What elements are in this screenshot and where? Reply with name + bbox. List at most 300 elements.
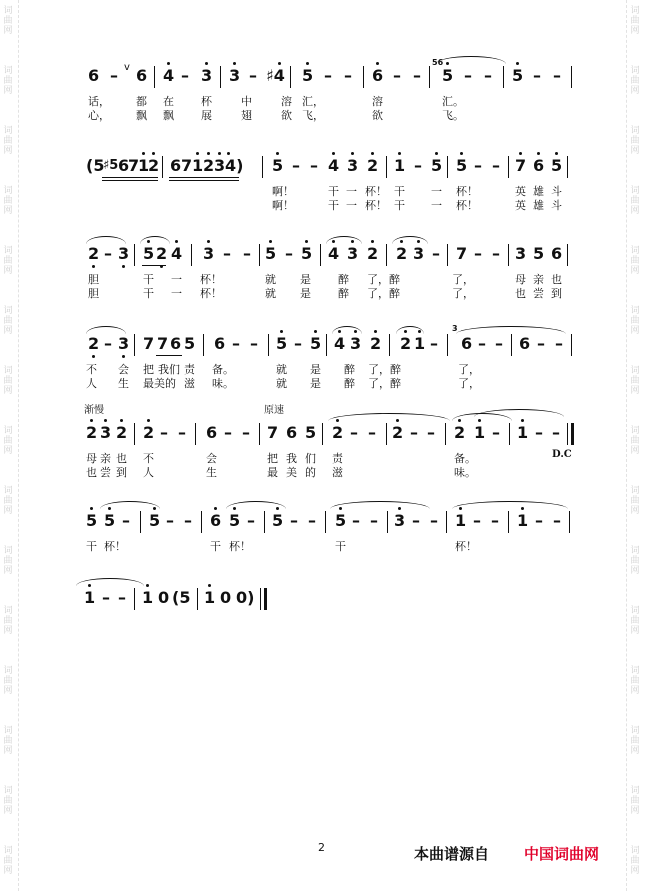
lyric: 飞。 [442,109,464,122]
rest: 0) [236,588,255,607]
dash: – [430,334,438,353]
dash: – [308,511,316,530]
note: 7 [128,156,140,175]
barline [260,588,261,610]
watermark-text: 词 曲 网 [630,726,640,756]
note: 5 [184,334,196,353]
barline [571,334,572,356]
barline [447,244,448,266]
note: 2 [454,425,465,441]
dash: – [393,66,401,85]
lyric: 干 [143,287,154,300]
dash: – [118,588,126,607]
note: 2 [203,158,214,174]
lyric: 了， [452,273,474,286]
lyric: 杯！ [456,199,478,212]
note: 1 [138,158,149,174]
note: 2 [148,158,159,174]
lyric: 雄 [533,199,544,212]
lyric: 滋 [184,377,195,390]
dash: – [104,244,112,263]
watermark-text: 词 曲 网 [3,366,13,396]
watermark-text: 词 曲 网 [3,726,13,756]
note: 1 [414,336,425,352]
note: 3 [515,244,527,263]
lyric: 干 [210,540,221,553]
lyric: 生 [118,377,129,390]
barline [325,511,326,533]
dash: – [427,423,435,442]
dash: – [413,66,421,85]
dash: – [464,66,472,85]
barline [363,66,364,88]
note: ♯5 [103,158,119,173]
lyric: 欲 [281,109,292,122]
barline [195,423,196,445]
lyric: 就 [265,273,276,286]
lyric: 一 [171,273,182,286]
lyric: 人 [86,377,97,390]
right-watermark-strip [629,0,643,891]
lyric: 醉 [344,377,355,390]
lyric: 了， [458,363,480,376]
note: 3 [100,425,111,441]
watermark-text: 词 曲 网 [3,666,13,696]
lyric: 斗 [551,199,562,212]
lyric: 人 [143,466,154,479]
lyric: 就 [276,363,287,376]
barline [567,423,568,445]
dash: – [474,244,482,263]
lyric: 斗 [551,185,562,198]
barline [386,156,387,178]
lyric: 飘 [136,109,147,122]
note: 2 [143,425,154,441]
dash: – [533,66,541,85]
lyric: 会 [206,452,217,465]
rest: 0 [220,588,232,607]
barline [191,244,192,266]
note: 6 [533,158,544,174]
note: 6 [170,156,182,175]
note: 5 [533,244,545,263]
note: 5 [272,158,283,174]
lyric: 责 [184,363,195,376]
underline-beam [169,180,239,181]
dash: – [412,511,420,530]
tie [474,409,564,417]
lyric: 备。 [212,363,234,376]
lyric: 一 [171,287,182,300]
barline [320,244,321,266]
note: (5 [172,588,191,607]
lyric: 杯 [201,95,212,108]
lyric: 就 [265,287,276,300]
dash: – [344,66,352,85]
note: 6 [551,244,563,263]
barline [134,588,135,610]
note: 1 [517,513,528,529]
dash: – [414,156,422,175]
note: 4 [334,336,345,352]
note: 5 [143,246,154,262]
note: 5 [265,246,276,262]
lyric: 雄 [533,185,544,198]
da-capo-marking: D.C [552,449,572,460]
note: 4 [171,246,182,262]
barline [201,511,202,533]
lyric: 醉 [344,363,355,376]
note: 5 [305,423,317,442]
underline-beam [142,265,166,266]
dash: – [178,423,186,442]
watermark-text: 词 曲 网 [3,486,13,516]
barline [203,334,204,356]
note: 7 [181,156,193,175]
barline [386,244,387,266]
barline [508,156,509,178]
lyric: 干 [335,540,346,553]
note: 5 [276,336,287,352]
barline [389,334,390,356]
end-barline [571,423,574,445]
barline [511,334,512,356]
lyric: 醉 [338,273,349,286]
note: 5 [551,158,562,174]
slur [140,236,170,244]
dash: – [242,423,250,442]
left-watermark-strip [2,0,16,891]
note: 4 [328,158,339,174]
note: 6 [170,334,182,353]
tie [76,578,144,586]
lyric: 也 [551,273,562,286]
lyric: 一 [431,185,442,198]
left-margin-line [18,0,19,891]
lyric: 备。 [454,452,476,465]
lyric: 母 [86,452,97,465]
note: 5 [456,158,467,174]
dash: – [223,244,231,263]
watermark-text: 词 曲 网 [3,426,13,456]
lyric: 了，醉 [368,377,401,390]
note: 7 [267,423,279,442]
lyric: 了，醉 [367,273,400,286]
lyric: 一 [346,199,357,212]
lyric: 生 [206,466,217,479]
dash: – [181,66,189,85]
watermark-text: 词 曲 网 [3,66,13,96]
note: 7 [515,158,526,174]
barline [134,423,135,445]
barline [268,334,269,356]
note: 1 [142,590,153,606]
note: 3 [347,158,358,174]
barline [447,156,448,178]
lyric: 胆 [88,273,99,286]
note: 2 [400,336,411,352]
dash: – [553,66,561,85]
lyric: 展 [201,109,212,122]
dash: – [324,66,332,85]
lyric: 杯！ [456,185,478,198]
note: 7 [456,244,468,263]
note: 1 [455,513,466,529]
lyric: 欲 [372,109,383,122]
dash: – [492,244,500,263]
lyric: 醉 [338,287,349,300]
lyric: 母 [515,273,526,286]
watermark-text: 词 曲 网 [3,306,13,336]
lyric: 汇。 [442,95,464,108]
note: 5 [431,158,442,174]
note: 1 [474,425,485,441]
dash: – [310,156,318,175]
dash: – [184,511,192,530]
lyric: 汇， [302,95,324,108]
barline [508,244,509,266]
barline [387,511,388,533]
barline [264,511,265,533]
dash: – [160,423,168,442]
note: 5 [301,246,312,262]
tempo-marking: 原速 [264,405,284,416]
lyric: 尝 [533,287,544,300]
lyric: 杯！ [200,273,222,286]
source-prefix: 本曲谱源自 [414,845,490,863]
lyric: 味。 [212,377,234,390]
dash: – [432,244,440,263]
lyric: 也 [515,287,526,300]
slur [392,236,428,244]
note: 2 [156,246,167,262]
note: 3 [229,68,240,84]
dash: – [292,156,300,175]
lyric: 都 [136,95,147,108]
dash: – [553,511,561,530]
barline [326,334,327,356]
note: 5 [442,68,453,84]
note: 7 [157,334,169,353]
lyric: 亲 [100,452,111,465]
note: 6 [210,513,221,529]
dash: – [555,334,563,353]
dash: – [370,511,378,530]
lyric: 到 [551,287,562,300]
lyric: 也 [86,466,97,479]
barline [220,66,221,88]
note: 3 [347,246,358,262]
note: 2 [392,425,403,441]
note: 3 [413,246,424,262]
barline [154,66,155,88]
note: 5 [310,336,321,352]
lyric: 干 [394,199,405,212]
note: 1 [517,425,528,441]
lyric: 心， [88,109,110,122]
barline [134,244,135,266]
lyric: 了， [452,287,474,300]
lyric: 最美的 [143,377,176,390]
watermark-text: 词 曲 网 [3,6,13,36]
lyric: 是 [300,273,311,286]
watermark-text: 词 曲 网 [630,486,640,516]
lyric: 的 [305,466,316,479]
lyric: 到 [116,466,127,479]
watermark-text: 词 曲 网 [630,126,640,156]
lyric: 干 [86,540,97,553]
tie [328,413,450,421]
lyric: 也 [116,452,127,465]
lyric: 胆 [88,287,99,300]
dash: – [484,66,492,85]
barline [140,511,141,533]
note: 1 [84,590,95,606]
final-barline [264,588,267,610]
tempo-marking: 渐慢 [84,405,104,416]
dash: – [250,334,258,353]
barline [259,423,260,445]
barline [508,511,509,533]
watermark-text: 词 曲 网 [630,306,640,336]
note: 1 [204,590,215,606]
note: 5 [86,513,97,529]
dash: – [492,423,500,442]
lyric: 责 [332,452,343,465]
lyric: 啊！ [272,185,294,198]
note: 4 [163,68,174,84]
note: 6 [118,156,130,175]
note: 6 [519,334,531,353]
watermark-text: 词 曲 网 [3,186,13,216]
grace-notes: 56 [432,58,444,67]
underline-beam [102,180,158,181]
dash: – [535,423,543,442]
dash: – [249,66,257,85]
barline [567,244,568,266]
note: (5 [86,156,105,175]
barline [509,423,510,445]
tie [452,501,568,509]
lyric: 杯！ [229,540,251,553]
lyric: 英 [515,185,526,198]
watermark-text: 词 曲 网 [3,606,13,636]
lyric: 美 [286,466,297,479]
note: 3 [214,158,225,174]
dash: – [166,511,174,530]
breath-mark: v [124,62,130,73]
note: 3 [118,336,129,352]
note: 5 [302,68,313,84]
slur [332,326,362,334]
note: 2 [367,158,378,174]
lyric: 话， [88,95,110,108]
note: 5 [335,513,346,529]
note: 4) [225,158,243,174]
watermark-text: 词 曲 网 [3,126,13,156]
source-site-link[interactable]: 中国词曲网 [524,845,600,863]
dash: – [537,334,545,353]
lyric: 飞， [302,109,324,122]
rest: 0 [158,588,170,607]
underline-beam [156,355,182,356]
lyric: 我们 [158,363,180,376]
dash: – [102,588,110,607]
lyric: 味。 [454,466,476,479]
underline-beam [169,177,239,178]
lyric: 一 [346,185,357,198]
watermark-text: 词 曲 网 [630,186,640,216]
watermark-text: 词 曲 网 [630,366,640,396]
watermark-text: 词 曲 网 [630,6,640,36]
watermark-text: 词 曲 网 [630,246,640,276]
lyric: 了，醉 [368,363,401,376]
lyric: 溶 [281,95,292,108]
lyric: 中 [241,95,252,108]
dash: – [495,334,503,353]
watermark-text: 词 曲 网 [3,786,13,816]
barline [262,156,263,178]
lyric: 杯！ [104,540,126,553]
dash: – [352,511,360,530]
dash: – [110,66,118,85]
lyric: 溶 [372,95,383,108]
watermark-text: 词 曲 网 [630,666,640,696]
note: 3 [350,336,361,352]
dash: – [104,334,112,353]
watermark-text: 词 曲 网 [630,66,640,96]
watermark-text: 词 曲 网 [3,546,13,576]
lyric: 干 [328,199,339,212]
note: 6 [286,423,298,442]
note: 2 [370,336,381,352]
dash: – [122,511,130,530]
dash: – [552,423,560,442]
note: 2 [116,425,127,441]
note: 2 [367,246,378,262]
lyric: 滋 [332,466,343,479]
note: 2 [396,246,407,262]
lyric: 不 [143,452,154,465]
lyric: 们 [305,452,316,465]
barline [259,244,260,266]
lyric: 我 [286,452,297,465]
barline [322,423,323,445]
right-margin-line [626,0,627,891]
slur [86,236,126,244]
note: 3 [203,246,214,262]
dash: – [243,244,251,263]
watermark-text: 词 曲 网 [630,786,640,816]
note: 5 [149,513,160,529]
lyric: 杯！ [200,287,222,300]
lyric: 了，醉 [367,287,400,300]
note: 7 [143,334,155,353]
lyric: 飘 [163,109,174,122]
dash: – [492,156,500,175]
barline [445,423,446,445]
slur [456,326,566,334]
barline [446,511,447,533]
note: 2 [332,425,343,441]
note: 3 [118,246,129,262]
lyric: 干 [394,185,405,198]
underline-beam [102,177,158,178]
note: 6 [461,334,473,353]
tie [330,501,430,509]
lyric: 把 [267,452,278,465]
dash: – [478,334,486,353]
